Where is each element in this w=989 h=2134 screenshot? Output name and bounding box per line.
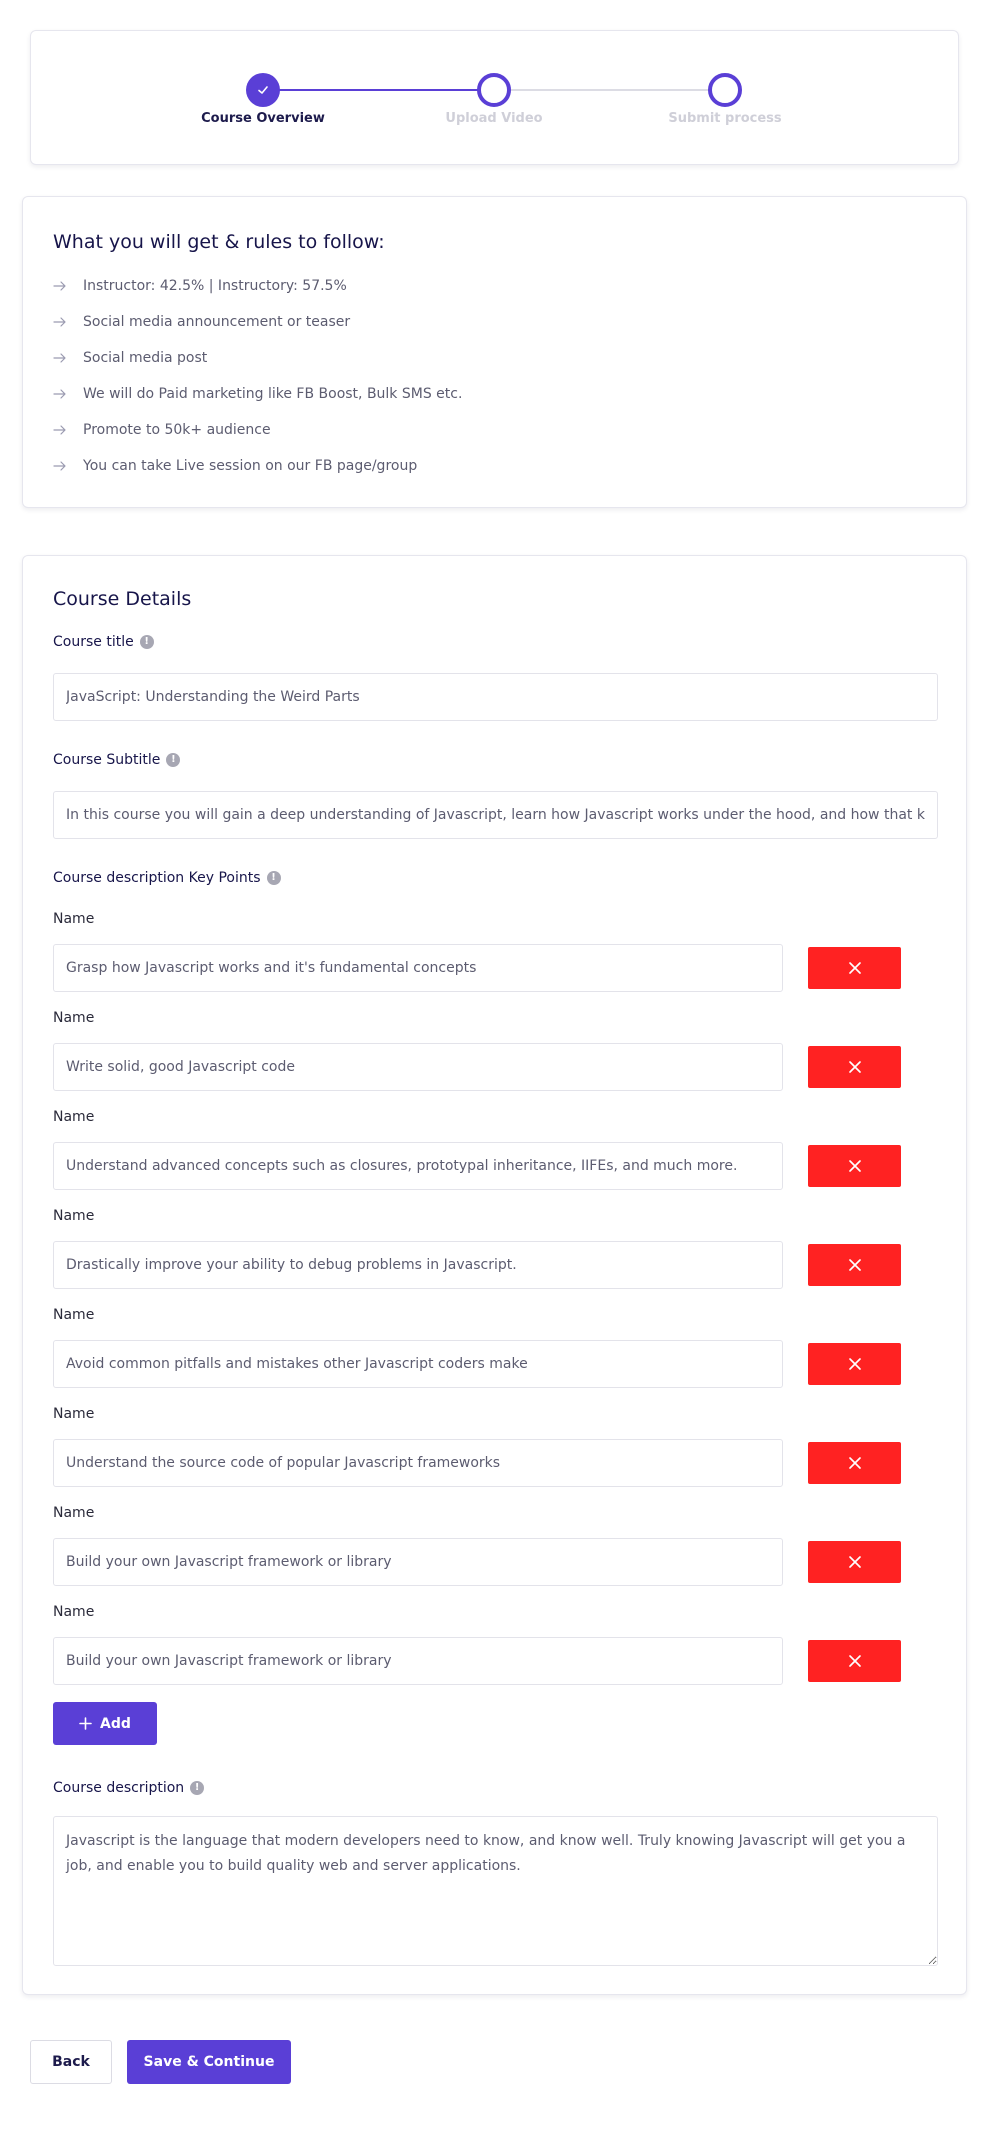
remove-key-point-button[interactable] bbox=[808, 1442, 901, 1484]
arrow-right-icon bbox=[53, 459, 67, 473]
remove-key-point-button[interactable] bbox=[808, 1046, 901, 1088]
rules-title: What you will get & rules to follow: bbox=[53, 231, 385, 253]
remove-key-point-button[interactable] bbox=[808, 1244, 901, 1286]
remove-key-point-button[interactable] bbox=[808, 1541, 901, 1583]
info-icon[interactable]: ! bbox=[166, 753, 180, 767]
step-3-circle[interactable] bbox=[708, 73, 742, 107]
course-details-title: Course Details bbox=[53, 588, 192, 610]
rule-item-text: Social media post bbox=[83, 350, 208, 366]
step-3-label[interactable]: Submit process bbox=[668, 111, 782, 126]
info-icon[interactable]: ! bbox=[190, 1781, 204, 1795]
add-button-label: Add bbox=[100, 1715, 131, 1732]
course-title-input[interactable] bbox=[53, 673, 938, 721]
course-title-label-text: Course title bbox=[53, 634, 134, 650]
remove-key-point-button[interactable] bbox=[808, 1640, 901, 1682]
remove-key-point-button[interactable] bbox=[808, 1145, 901, 1187]
course-description-label bbox=[53, 1780, 204, 1796]
save-continue-button[interactable]: Save & Continue bbox=[127, 2040, 291, 2084]
close-icon bbox=[848, 1159, 862, 1173]
key-point-input[interactable] bbox=[53, 1043, 783, 1091]
key-points-label-text: Course description Key Points bbox=[53, 870, 261, 886]
key-point-name-label: Name bbox=[53, 1505, 95, 1521]
course-subtitle-label-text: Course Subtitle bbox=[53, 752, 161, 768]
rule-item bbox=[53, 311, 350, 333]
rule-item bbox=[53, 419, 271, 441]
key-point-name-label: Name bbox=[53, 1604, 95, 1620]
key-point-input[interactable] bbox=[53, 1142, 783, 1190]
course-subtitle-label bbox=[53, 752, 180, 768]
key-point-input[interactable] bbox=[53, 1340, 783, 1388]
close-icon bbox=[848, 961, 862, 975]
rule-item-text: Promote to 50k+ audience bbox=[83, 422, 271, 438]
rule-item bbox=[53, 275, 347, 297]
close-icon bbox=[848, 1258, 862, 1272]
course-subtitle-input[interactable] bbox=[53, 791, 938, 839]
key-point-name-label: Name bbox=[53, 1109, 95, 1125]
close-icon bbox=[848, 1654, 862, 1668]
rule-item bbox=[53, 455, 417, 477]
close-icon bbox=[848, 1060, 862, 1074]
step-1-label[interactable]: Course Overview bbox=[201, 111, 325, 126]
plus-icon bbox=[79, 1717, 92, 1730]
back-button[interactable]: Back bbox=[30, 2040, 112, 2084]
close-icon bbox=[848, 1357, 862, 1371]
key-point-input[interactable] bbox=[53, 1637, 783, 1685]
progress-stepper bbox=[30, 30, 959, 165]
remove-key-point-button[interactable] bbox=[808, 947, 901, 989]
close-icon bbox=[848, 1456, 862, 1470]
key-point-input[interactable] bbox=[53, 944, 783, 992]
course-details-card bbox=[22, 555, 967, 1995]
arrow-right-icon bbox=[53, 279, 67, 293]
course-title-label bbox=[53, 634, 154, 650]
info-icon[interactable]: ! bbox=[140, 635, 154, 649]
remove-key-point-button[interactable] bbox=[808, 1343, 901, 1385]
rule-item-text: Social media announcement or teaser bbox=[83, 314, 351, 330]
rule-item-text: Instructor: 42.5% | Instructory: 57.5% bbox=[83, 278, 347, 294]
arrow-right-icon bbox=[53, 387, 67, 401]
step-connector-pending bbox=[504, 89, 735, 91]
rule-item bbox=[53, 383, 462, 405]
rule-item-text: You can take Live session on our FB page/group bbox=[83, 458, 418, 474]
key-point-input[interactable] bbox=[53, 1439, 783, 1487]
add-key-point-button[interactable] bbox=[53, 1702, 157, 1745]
arrow-right-icon bbox=[53, 315, 67, 329]
step-1-circle[interactable] bbox=[246, 73, 280, 107]
close-icon bbox=[848, 1555, 862, 1569]
key-point-name-label: Name bbox=[53, 1010, 95, 1026]
arrow-right-icon bbox=[53, 351, 67, 365]
arrow-right-icon bbox=[53, 423, 67, 437]
check-icon bbox=[257, 84, 269, 96]
rule-item-text: We will do Paid marketing like FB Boost, Bulk SMS etc. bbox=[83, 386, 463, 402]
info-icon[interactable]: ! bbox=[267, 871, 281, 885]
key-point-name-label: Name bbox=[53, 911, 95, 927]
key-point-input[interactable] bbox=[53, 1538, 783, 1586]
key-point-input[interactable] bbox=[53, 1241, 783, 1289]
rule-item bbox=[53, 347, 207, 369]
rules-card bbox=[22, 196, 967, 508]
course-description-textarea[interactable] bbox=[53, 1816, 938, 1966]
step-connector-completed bbox=[273, 89, 504, 91]
course-description-label-text: Course description bbox=[53, 1780, 185, 1796]
key-point-name-label: Name bbox=[53, 1208, 95, 1224]
key-point-name-label: Name bbox=[53, 1406, 95, 1422]
key-points-label bbox=[53, 870, 281, 886]
key-point-name-label: Name bbox=[53, 1307, 95, 1323]
step-2-circle[interactable] bbox=[477, 73, 511, 107]
step-2-label[interactable]: Upload Video bbox=[445, 111, 543, 126]
